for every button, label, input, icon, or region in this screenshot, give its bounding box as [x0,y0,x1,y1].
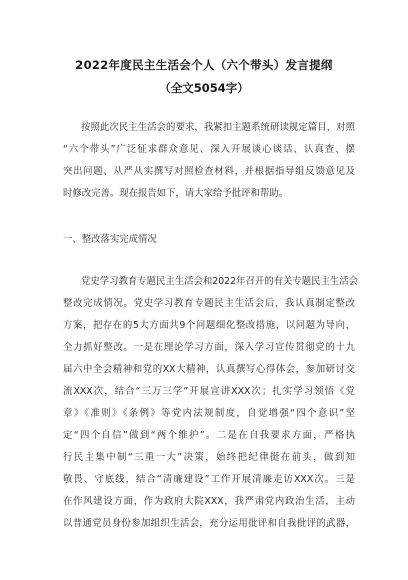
paragraph-line: 流XXX次，结合“三万三学”开展宣讲XXX次；扎实学习领悟《党 [63,386,355,397]
paragraph-line: 突出问题、从严从实撰写对照检查材料，并根据指导组反馈意见及 [63,166,355,177]
paragraph-line: 章》《准则》《条例》等党内法规制度，自觉增强“四个意识”坚 [63,408,355,419]
body-paragraph [63,271,358,535]
document-title: 2022年度民主生活会个人（六个带头）发言提纲 [75,58,333,72]
paragraph-line: 行民主集中制“三重一大”决策，始终把纪律挺在前头，做到知 [63,452,355,463]
paragraph-line: 定“四个自信”做到“两个维护”。二是在自我要求方面，严格执 [63,430,355,441]
paragraph-line: 敬畏、守底线，结合“清廉建设”工作开展清廉走访XXX次。三是 [63,474,355,485]
paragraph-line: 全力抓好整改。一是在理论学习方面，深入学习宣传贯彻党的十九 [63,342,355,353]
paragraph-line: “六个带头”广泛征求群众意见、深入开展谈心谈话、认真查、摆 [63,144,355,155]
paragraph-line: 方案，把存在的5大方面共9个问题细化整改措施，以问题为导向， [63,320,355,331]
paragraph-line: 按照此次民主生活会的要求，我紧扣主题系统研读规定篇目，对照 [81,122,355,133]
paragraph-line: 整改完成情况。党史学习教育专题民主生活会后，我认真制定整改 [63,298,355,309]
paragraph-line: 在作风建设方面，作为政府大院XXX，我严肃党内政治生活，主动 [63,496,355,507]
paragraph-line: 时修改完善。现在报告如下，请大家给予批评和帮助。 [63,188,289,199]
intro-paragraph [63,117,355,205]
paragraph-line: 党史学习教育专题民主生活会和2022年召开的有关专题民主生活会 [81,276,358,287]
paragraph-line: 届六中全会精神和党的XX大精神，认真撰写心得体会，参加研讨交 [63,364,355,375]
paragraph-line: 以普通党员身份参加组织生活会，充分运用批评和自我批评的武器， [63,518,355,529]
document-subtitle: （全文5054字） [159,81,249,95]
section-heading: 一、整改落实完成情况 [63,234,157,245]
